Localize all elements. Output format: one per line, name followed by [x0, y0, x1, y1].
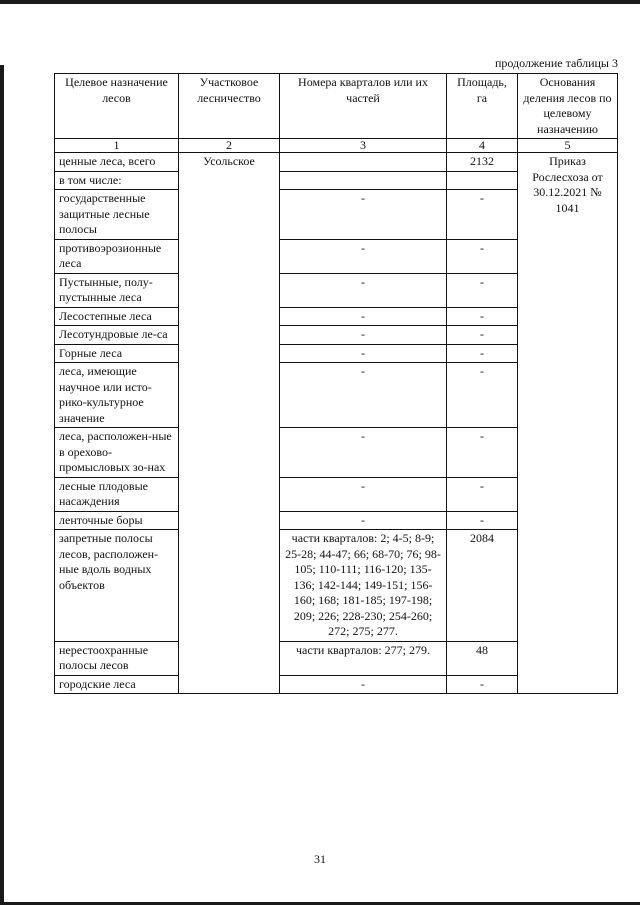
column-number: 1	[55, 139, 179, 153]
header-basis: Основания деления лесов по целевому назначению	[518, 74, 618, 139]
header-district: Участковое лесничество	[179, 74, 280, 139]
header-area: Площадь, га	[447, 74, 518, 139]
header-quarters: Номера кварталов или их частей	[280, 74, 447, 139]
quarters-cell: -	[280, 273, 447, 307]
area-cell: -	[447, 363, 518, 428]
table-row	[55, 153, 618, 172]
quarters-cell: части кварталов: 2; 4-5; 8-9; 25-28; 44-47; 66; 68-70; 76; 98-105; 110-111; 116-120; 135-136; 142-144; 149-151; 156-160; 168; 181-185; 197-198; 209; 226; 228-230; 254-260; 272; 275; 277.	[280, 530, 447, 642]
purpose-cell: Горные леса	[55, 344, 179, 363]
table-header-row	[55, 74, 618, 139]
area-cell: -	[447, 477, 518, 511]
area-cell: -	[447, 273, 518, 307]
purpose-cell: Лесотундровые ле-са	[55, 326, 179, 345]
area-cell: -	[447, 326, 518, 345]
column-number: 3	[280, 139, 447, 153]
quarters-cell	[280, 153, 447, 172]
purpose-cell: запретные полосы лесов, расположен-ные вдоль водных объектов	[55, 530, 179, 642]
quarters-cell: -	[280, 307, 447, 326]
purpose-cell: Лесостепные леса	[55, 307, 179, 326]
quarters-cell: -	[280, 511, 447, 530]
quarters-cell: -	[280, 363, 447, 428]
area-cell: -	[447, 307, 518, 326]
purpose-cell: в том числе:	[55, 171, 179, 190]
header-purpose: Целевое назначение лесов	[55, 74, 179, 139]
quarters-cell: -	[280, 190, 447, 240]
scan-edge-left	[0, 65, 4, 905]
purpose-cell: леса, имеющие научное или исто-рико-культурное значение	[55, 363, 179, 428]
page-number: 31	[314, 852, 326, 866]
purpose-cell: городские леса	[55, 675, 179, 694]
column-number-row	[55, 139, 618, 153]
area-cell: -	[447, 239, 518, 273]
district-cell: Усольское	[179, 153, 280, 694]
area-cell	[447, 171, 518, 190]
quarters-cell: части кварталов: 277; 279.	[280, 641, 447, 675]
quarters-cell: -	[280, 428, 447, 478]
basis-cell: Приказ Рослесхоза от 30.12.2021 № 1041	[518, 153, 618, 694]
column-number: 4	[447, 139, 518, 153]
purpose-cell: противоэрозионные леса	[55, 239, 179, 273]
area-cell: -	[447, 675, 518, 694]
area-cell: -	[447, 511, 518, 530]
purpose-cell: ценные леса, всего	[55, 153, 179, 172]
scan-edge-top	[0, 0, 640, 4]
purpose-cell: нерестоохранные полосы лесов	[55, 641, 179, 675]
purpose-cell: Пустынные, полу-пустынные леса	[55, 273, 179, 307]
area-cell: -	[447, 428, 518, 478]
purpose-cell: леса, расположен-ные в орехово-промысловых зо-нах	[55, 428, 179, 478]
area-cell: 2084	[447, 530, 518, 642]
area-cell: 48	[447, 641, 518, 675]
quarters-cell: -	[280, 477, 447, 511]
area-cell: -	[447, 190, 518, 240]
area-cell: -	[447, 344, 518, 363]
column-number: 5	[518, 139, 618, 153]
quarters-cell	[280, 171, 447, 190]
area-cell: 2132	[447, 153, 518, 172]
quarters-cell: -	[280, 344, 447, 363]
purpose-cell: лесные плодовые насаждения	[55, 477, 179, 511]
purpose-cell: ленточные боры	[55, 511, 179, 530]
forest-purpose-table	[54, 73, 618, 694]
purpose-cell: государственные защитные лесные полосы	[55, 190, 179, 240]
column-number: 2	[179, 139, 280, 153]
quarters-cell: -	[280, 239, 447, 273]
quarters-cell: -	[280, 326, 447, 345]
table-continuation-caption: продолжение таблицы 3	[494, 56, 618, 70]
quarters-cell: -	[280, 675, 447, 694]
